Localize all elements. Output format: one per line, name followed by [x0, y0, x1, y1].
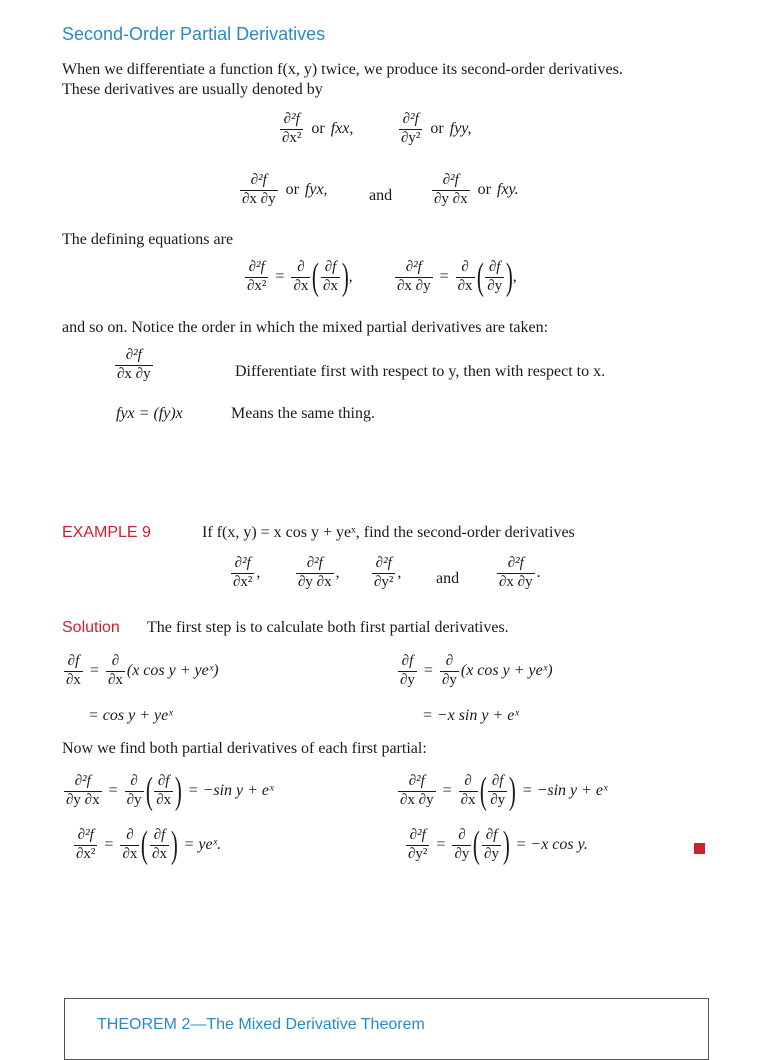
- first-partial-fy: $\frac{\partial f}{\partial y}$ = $\frac{\partial}{\partial y}$ (x cos y + yeˣ): [400, 653, 553, 688]
- defining-text: The defining equations are: [62, 231, 234, 248]
- second-partial-yx: $\frac{\text{∂²f}}{\partial y \partial x}$ = $\frac{\partial}{\partial y}$ ( $\frac{\partial f}{\partial x}$ ) = −sin y + eˣ: [66, 770, 274, 812]
- solution-label: Solution: [62, 619, 120, 636]
- fraction: $\frac{\text{∂²f}}{\text{∂y²}}$: [401, 111, 421, 146]
- second-partial-yy: $\frac{\text{∂²f}}{\text{∂y²}}$ = $\frac{\partial}{\partial y}$ ( $\frac{\partial f}{\partial y}$ ) = −x cos y.: [408, 824, 588, 866]
- defining-equation-left: $\frac{\text{∂²f}}{\text{∂x²}}$ = $\frac{\partial}{\partial x}$ ( $\frac{\partial f}{\partial x}$ ) ,: [247, 256, 353, 298]
- notation-fxx: $\frac{\text{∂²f}}{\text{∂x²}}$ or fxx,: [282, 111, 354, 146]
- example-and: and: [436, 570, 460, 587]
- notation-fxy: $\frac{\text{∂²f}}{\partial y \partial x}$ or fxy.: [434, 172, 519, 207]
- now-text: Now we find both partial derivatives of each first partial:: [62, 740, 427, 757]
- intro-line-1: When we differentiate a function f(x, y) twice, we produce its second-order derivatives.: [62, 61, 623, 78]
- example-label: EXAMPLE 9: [62, 524, 151, 541]
- order-row-desc-1: Differentiate first with respect to y, then with respect to x.: [235, 363, 606, 380]
- theorem-title: THEOREM 2—The Mixed Derivative Theorem: [97, 1016, 425, 1033]
- notation-and: and: [369, 187, 393, 204]
- defining-equation-right: $\frac{\text{∂²f}}{\partial x \partial y}$ = $\frac{\partial}{\partial x}$ ( $\frac{\partial f}{\partial y}$ ) ,: [397, 256, 517, 298]
- order-row-desc-2: Means the same thing.: [231, 405, 375, 422]
- fraction: $\frac{\text{∂²f}}{\partial x \partial y}$: [242, 172, 276, 207]
- second-partial-xy: $\frac{\text{∂²f}}{\partial x \partial y}$ = $\frac{\partial}{\partial x}$ ( $\frac{\partial f}{\partial y}$ ) = −sin y + eˣ: [400, 770, 608, 812]
- theorem-box: [64, 998, 709, 1060]
- example-target-4: $\frac{\text{∂²f}}{\partial x \partial y}$ .: [499, 555, 541, 590]
- solution-text: The first step is to calculate both first partial derivatives.: [147, 619, 509, 636]
- first-partial-fx: $\frac{\partial f}{\partial x}$ = $\frac{\partial}{\partial x}$ (x cos y + yeˣ): [66, 653, 219, 688]
- order-text: and so on. Notice the order in which the mixed partial derivatives are taken:: [62, 319, 549, 336]
- section-heading: Second-Order Partial Derivatives: [62, 24, 326, 44]
- example-statement: If f(x, y) = x cos y + yeˣ, find the second-order derivatives: [202, 524, 575, 541]
- order-row-expr: fyx = (fy)x: [116, 405, 183, 422]
- notation-fyy: $\frac{\text{∂²f}}{\text{∂y²}}$ or fyy,: [401, 111, 472, 146]
- first-partial-fx-result: = cos y + yeˣ: [88, 707, 173, 724]
- order-row-fraction: $\frac{\text{∂²f}}{\partial x \partial y}$: [117, 347, 151, 382]
- example-target-3: $\frac{\text{∂²f}}{\text{∂y²}}$ ,: [374, 555, 402, 590]
- example-target-2: $\frac{\text{∂²f}}{\partial y \partial x}$ ,: [298, 555, 340, 590]
- notation-fyx: $\frac{\text{∂²f}}{\partial x \partial y}$ or fyx,: [242, 172, 328, 207]
- example-target-1: $\frac{\text{∂²f}}{\text{∂x²}}$ ,: [233, 555, 261, 590]
- fraction: $\frac{\text{∂²f}}{\text{∂x²}}$: [282, 111, 302, 146]
- first-partial-fy-result: = −x sin y + eˣ: [422, 707, 519, 724]
- end-of-example-marker: [694, 843, 705, 854]
- fraction: $\frac{\text{∂²f}}{\partial y \partial x}$: [434, 172, 468, 207]
- intro-line-2: These derivatives are usually denoted by: [62, 81, 323, 98]
- second-partial-xx: $\frac{\text{∂²f}}{\text{∂x²}}$ = $\frac{\partial}{\partial x}$ ( $\frac{\partial f}{\partial x}$ ) = yeˣ.: [76, 824, 222, 866]
